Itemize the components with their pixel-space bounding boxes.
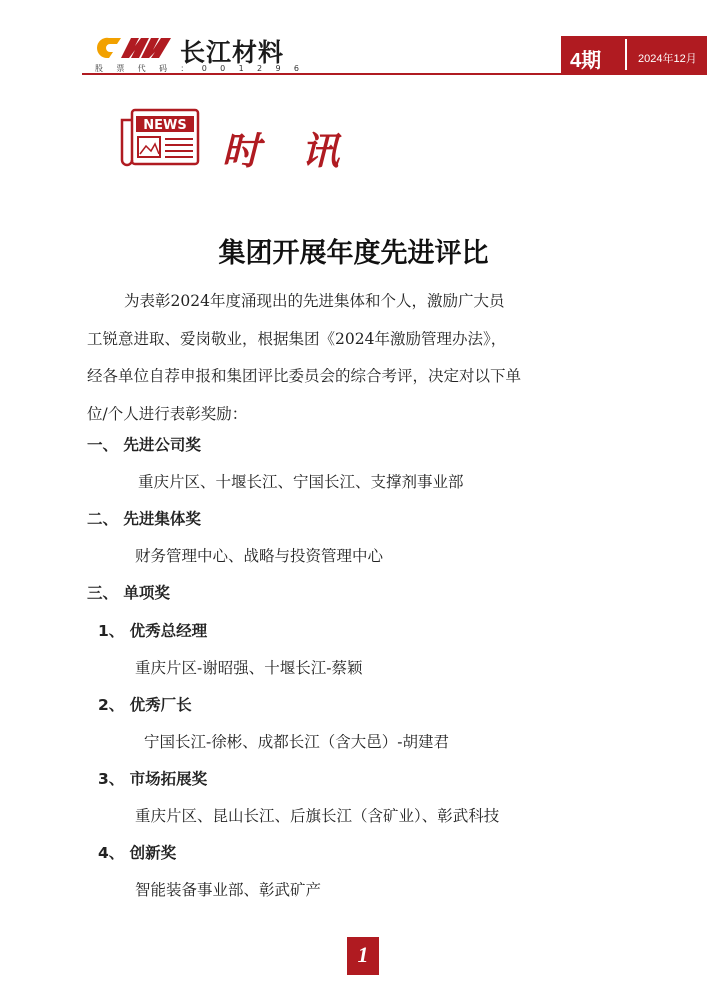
intro-line-2: 工锐意进取、爱岗敬业，根据集团《2024年激励管理办法》， bbox=[87, 329, 507, 348]
sub-award-content-4: 智能装备事业部、彰武矿产 bbox=[135, 881, 322, 899]
award-heading-2: 二、 先进集体奖 bbox=[87, 510, 201, 528]
sub-award-heading-4: 4、 创新奖 bbox=[98, 844, 177, 862]
company-name: 长江材料 bbox=[180, 38, 285, 67]
section-title: 时 讯 bbox=[222, 128, 354, 173]
issue-divider bbox=[625, 39, 627, 70]
award-content-2: 财务管理中心、战略与投资管理中心 bbox=[135, 547, 384, 565]
sub-award-heading-1: 1、 优秀总经理 bbox=[98, 622, 208, 640]
award-heading-3: 三、 单项奖 bbox=[87, 584, 170, 602]
company-logo-icon bbox=[95, 36, 173, 60]
sub-award-content-2: 宁国长江-徐彬、成都长江（含大邑）-胡建君 bbox=[144, 733, 449, 751]
issue-number: 4期 bbox=[570, 50, 602, 72]
sub-award-content-1: 重庆片区-谢昭强、十堰长江-蔡颖 bbox=[135, 659, 363, 677]
newspaper-icon bbox=[118, 108, 200, 168]
intro-line-1: 为表彰2024年度涌现出的先进集体和个人，激励广大员 bbox=[124, 292, 505, 310]
sub-award-heading-2: 2、 优秀厂长 bbox=[98, 696, 192, 714]
article-title: 集团开展年度先进评比 bbox=[218, 238, 489, 269]
page-number: 1 bbox=[357, 942, 369, 967]
award-heading-1: 一、 先进公司奖 bbox=[87, 436, 201, 454]
stock-code: 股 票 代 码 ： 0 0 1 2 9 6 bbox=[95, 64, 305, 73]
award-content-1: 重庆片区、十堰长江、宁国长江、支撑剂事业部 bbox=[138, 473, 464, 491]
intro-line-3: 经各单位自荐申报和集团评比委员会的综合考评，决定对以下单 bbox=[87, 367, 522, 385]
intro-line-4: 位/个人进行表彰奖励： bbox=[87, 404, 248, 423]
sub-award-content-3: 重庆片区、昆山长江、后旗长江（含矿业）、彰武科技 bbox=[135, 807, 500, 825]
issue-date: 2024年12月 bbox=[638, 53, 697, 65]
header-divider bbox=[82, 73, 707, 75]
news-icon-label: NEWS bbox=[143, 118, 187, 133]
article-intro bbox=[87, 283, 622, 433]
sub-award-heading-3: 3、 市场拓展奖 bbox=[98, 770, 208, 788]
page-header bbox=[0, 0, 707, 80]
